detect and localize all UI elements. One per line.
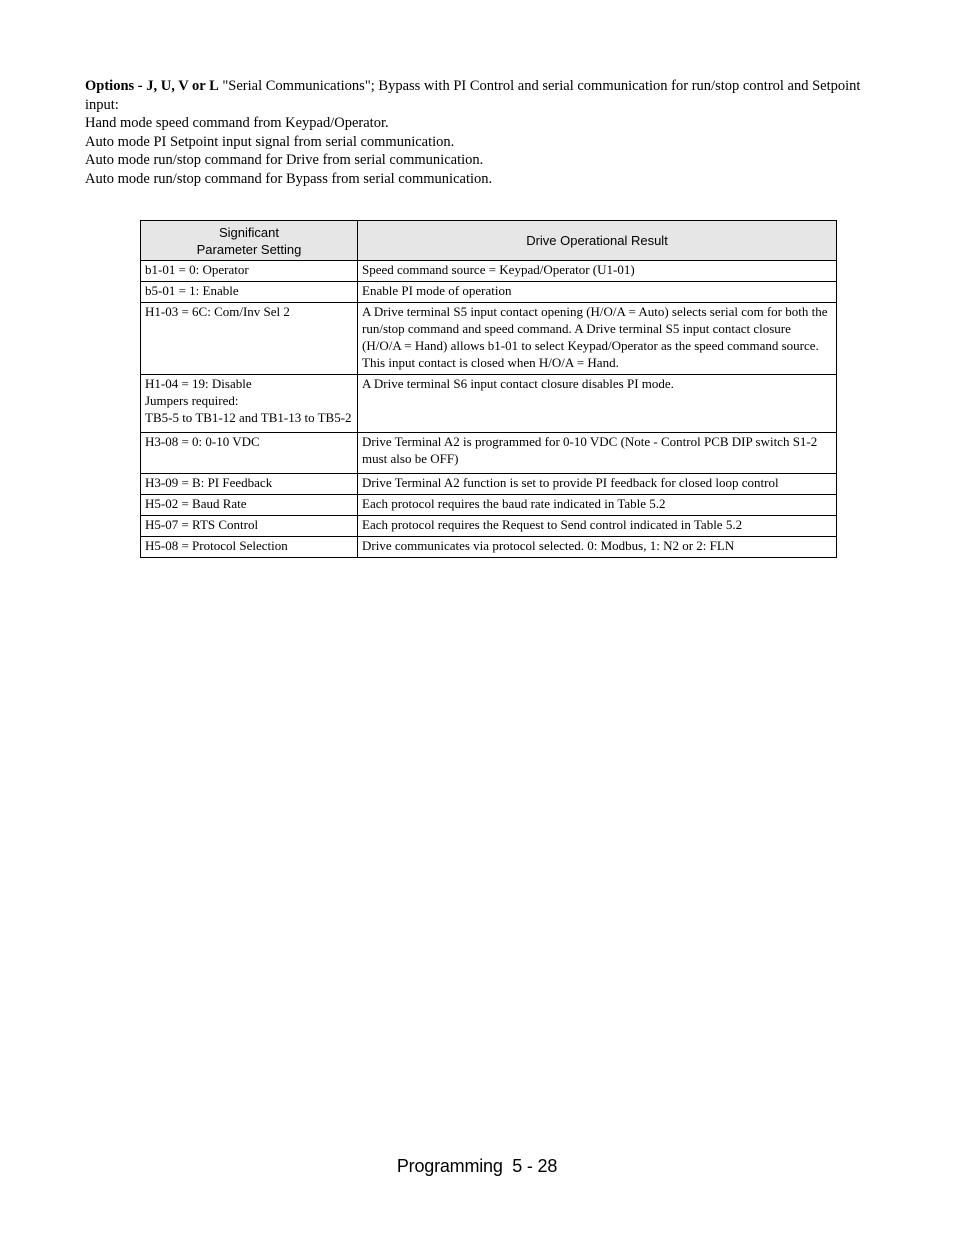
param-cell bbox=[141, 516, 358, 537]
result-cell: Drive communicates via protocol selected. 0: Modbus, 1: N2 or 2: FLN bbox=[358, 537, 837, 558]
param-text: b5-01 = 1: Enable bbox=[145, 283, 239, 298]
table-row bbox=[141, 495, 837, 516]
param-cell bbox=[141, 303, 358, 375]
param-cell bbox=[141, 282, 358, 303]
result-cell: Each protocol requires the baud rate indicated in Table 5.2 bbox=[358, 495, 837, 516]
param-text: TB5-5 to TB1-12 and TB1-13 to TB5-2 bbox=[145, 410, 352, 425]
table-row bbox=[141, 303, 837, 375]
param-cell bbox=[141, 375, 358, 433]
options-label: Options - J, U, V or L bbox=[85, 78, 219, 94]
result-cell: Drive Terminal A2 is programmed for 0-10 VDC (Note - Control PCB DIP switch S1-2 must also be OFF) bbox=[358, 433, 837, 474]
result-cell: Each protocol requires the Request to Send control indicated in Table 5.2 bbox=[358, 516, 837, 537]
result-cell: Drive Terminal A2 function is set to provide PI feedback for closed loop control bbox=[358, 474, 837, 495]
param-text: H1-03 = 6C: Com/Inv Sel 2 bbox=[145, 304, 290, 319]
footer-section: Programming bbox=[396, 1156, 503, 1176]
intro-text bbox=[85, 77, 875, 189]
param-cell bbox=[141, 261, 358, 282]
result-cell: Enable PI mode of operation bbox=[358, 282, 837, 303]
param-cell bbox=[141, 537, 358, 558]
header-drive-result: Drive Operational Result bbox=[358, 221, 837, 261]
result-cell: A Drive terminal S6 input contact closure disables PI mode. bbox=[358, 375, 837, 433]
table-row bbox=[141, 375, 837, 433]
header-param-line1: Significant bbox=[219, 224, 279, 240]
table-row bbox=[141, 516, 837, 537]
param-cell bbox=[141, 495, 358, 516]
intro-line: Auto mode run/stop command for Drive from serial communication. bbox=[85, 152, 484, 169]
intro-line: Auto mode PI Setpoint input signal from serial communication. bbox=[85, 133, 455, 150]
param-cell bbox=[141, 433, 358, 474]
param-text: Jumpers required: bbox=[145, 393, 239, 408]
result-cell: A Drive terminal S5 input contact opening (H/O/A = Auto) selects serial com for both the run/stop command and speed command. A Drive terminal S5 input contact closure (H/O/A = Hand) allows b1-01 to select Keypad/Operator as the speed command source. This input contact is closed when H/O/A = Hand. bbox=[358, 303, 837, 375]
options-description: "Serial Communications"; Bypass with PI Control and serial communication for run/stop control and Setpoint input: bbox=[85, 78, 861, 113]
table-row bbox=[141, 282, 837, 303]
table-header-row bbox=[141, 221, 837, 261]
intro-line: Auto mode run/stop command for Bypass from serial communication. bbox=[85, 170, 493, 187]
header-parameter-setting bbox=[141, 221, 358, 261]
param-text: H5-02 = Baud Rate bbox=[145, 496, 247, 511]
table-row bbox=[141, 261, 837, 282]
page-footer bbox=[0, 1156, 954, 1177]
param-text: H3-09 = B: PI Feedback bbox=[145, 475, 273, 490]
parameter-table bbox=[140, 220, 837, 558]
param-text: b1-01 = 0: Operator bbox=[145, 262, 249, 277]
header-param-line2: Parameter Setting bbox=[196, 241, 302, 257]
param-text: H3-08 = 0: 0-10 VDC bbox=[145, 434, 260, 449]
param-text: H5-08 = Protocol Selection bbox=[145, 538, 288, 553]
intro-lead bbox=[85, 77, 875, 114]
result-cell: Speed command source = Keypad/Operator (U1-01) bbox=[358, 261, 837, 282]
page-number: 5 - 28 bbox=[512, 1156, 558, 1176]
param-text: H1-04 = 19: Disable bbox=[145, 376, 252, 391]
table-row bbox=[141, 537, 837, 558]
param-text: H5-07 = RTS Control bbox=[145, 517, 259, 532]
intro-line: Hand mode speed command from Keypad/Operator. bbox=[85, 115, 389, 132]
param-cell bbox=[141, 474, 358, 495]
table-row bbox=[141, 433, 837, 474]
table-row bbox=[141, 474, 837, 495]
